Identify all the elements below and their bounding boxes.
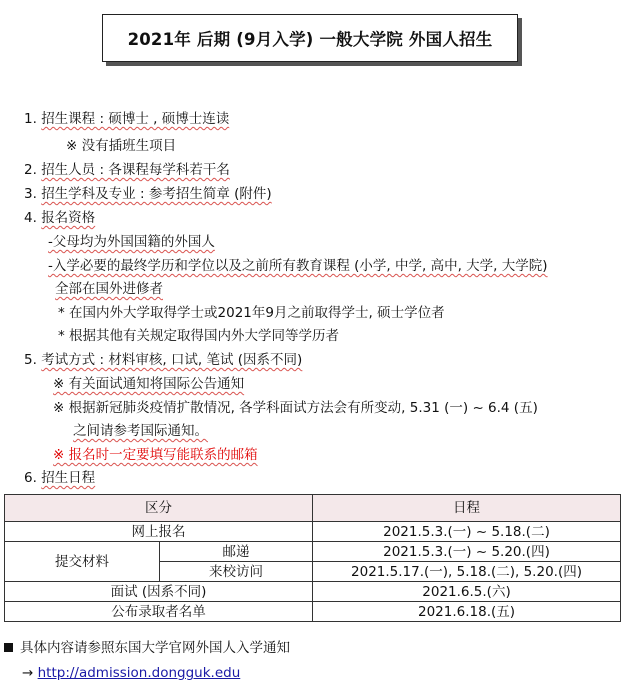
row-date: 2021.5.17.(一), 5.18.(二), 5.20.(四)	[313, 562, 621, 582]
item-4-d: * 根据其他有关规定取得国内外大学同等学历者	[58, 328, 340, 344]
row-label: 来校访问	[160, 562, 313, 582]
row-date: 2021.6.5.(六)	[313, 582, 621, 602]
item-number: 6.	[24, 470, 37, 486]
item-1	[24, 109, 229, 129]
page-title: 2021年 后期 (9月入学) 一般大学院 外国人招生	[102, 14, 518, 62]
item-number: 3.	[24, 186, 37, 202]
row-label: 网上报名	[5, 522, 313, 542]
item-5-a: ※ 有关面试通知将国际公告通知	[53, 376, 245, 392]
table-row	[5, 582, 621, 602]
item-4-b: -入学必要的最终学历和学位以及之前所有教育课程 (小学, 中学, 高中, 大学, 大学院)	[48, 258, 548, 274]
item-5	[24, 350, 302, 370]
item-2	[24, 160, 230, 180]
item-number: 5.	[24, 352, 37, 368]
schedule-table	[4, 494, 621, 622]
item-text: 招生学科及专业 : 参考招生简章 (附件)	[41, 186, 272, 202]
row-label: 邮递	[160, 542, 313, 562]
row-date: 2021.5.3.(一) ~ 5.20.(四)	[313, 542, 621, 562]
row-label: 公布录取者名单	[5, 602, 313, 622]
footer-link-line	[22, 663, 240, 683]
row-group-label: 提交材料	[5, 542, 160, 582]
table-row	[5, 602, 621, 622]
item-5-b: ※ 根据新冠肺炎疫情扩散情况, 各学科面试方法会有所变动, 5.31 (一) ~ 6.4 (五)	[53, 400, 538, 416]
footer-note: 具体内容请参照东国大学官网外国人入学通知	[20, 640, 290, 656]
item-1-note: ※ 没有插班生项目	[66, 138, 177, 154]
item-4	[24, 208, 95, 228]
item-text: 考试方式 : 材料审核, 口试, 笔试 (因系不同)	[41, 352, 303, 368]
item-text: 招生日程	[41, 470, 96, 486]
item-text: 招生课程 : 硕博士 , 硕博士连读	[41, 111, 230, 127]
row-date: 2021.5.3.(一) ~ 5.18.(二)	[313, 522, 621, 542]
item-number: 2.	[24, 162, 37, 178]
item-4-c: * 在国内外大学取得学士或2021年9月之前取得学士, 硕士学位者	[58, 305, 445, 321]
item-4-a: -父母均为外国国籍的外国人	[48, 234, 215, 250]
item-3	[24, 184, 272, 204]
item-text: 报名资格	[41, 210, 96, 226]
header-category: 区分	[5, 495, 313, 522]
item-text: 招生人员 : 各课程每学科若干名	[41, 162, 230, 178]
square-bullet-icon	[4, 643, 13, 652]
table-header-row	[5, 495, 621, 522]
item-number: 4.	[24, 210, 37, 226]
arrow-right-icon: →	[22, 665, 34, 681]
item-number: 1.	[24, 111, 37, 127]
header-schedule: 日程	[313, 495, 621, 522]
table-row	[5, 522, 621, 542]
row-label: 面试 (因系不同)	[5, 582, 313, 602]
item-5-c: ※ 报名时一定要填写能联系的邮箱	[53, 447, 258, 463]
row-date: 2021.6.18.(五)	[313, 602, 621, 622]
admission-link[interactable]: http://admission.dongguk.edu	[37, 665, 241, 681]
item-6	[24, 468, 95, 488]
table-row	[5, 542, 621, 562]
item-4-b2: 全部在国外进修者	[55, 281, 163, 297]
item-5-b2: 之间请参考国际通知。	[73, 423, 208, 439]
